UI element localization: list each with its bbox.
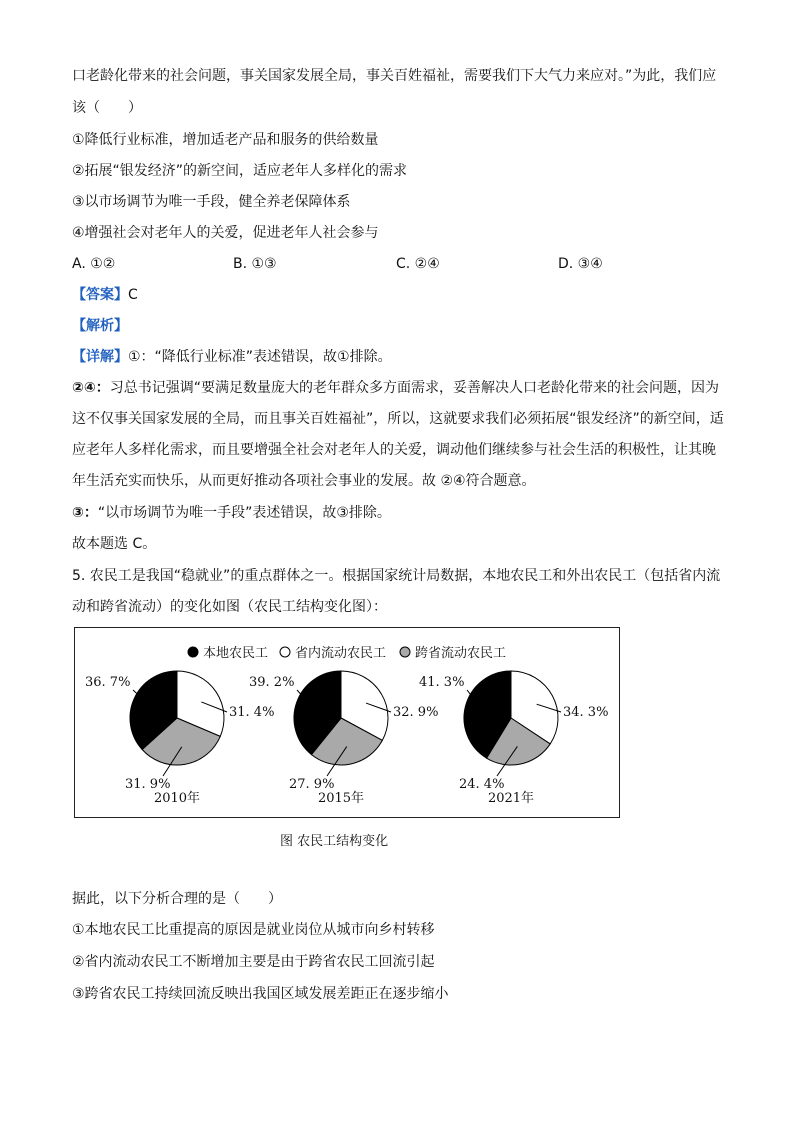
answer-label: 【答案】 xyxy=(72,287,128,303)
pie-2021年-label-local: 41. 3% xyxy=(419,675,465,690)
legend-marker-local xyxy=(188,647,198,657)
legend-label-inter-province: 跨省流动农民工 xyxy=(415,646,507,661)
q4-detail-p2-line4: 年生活充实而快乐，从而更好推动各项社会事业的发展。故 ②④符合题意。 xyxy=(72,473,536,489)
q4-option-a: A. ①② xyxy=(72,256,116,272)
q4-item-2: ②拓展“银发经济”的新空间，适应老年人多样化的需求 xyxy=(72,163,408,179)
q4-option-d: D. ③④ xyxy=(558,256,603,272)
detail-p3-label: ③： xyxy=(72,505,98,521)
q4-item-3: ③以市场调节为唯一手段，健全养老保障体系 xyxy=(72,194,351,210)
q4-stem-line1: 口老龄化带来的社会问题，事关国家发展全局，事关百姓福祉，需要我们下大气力来应对。”为此，我们应 xyxy=(72,68,717,84)
detail-text-1: ①：“降低行业标准”表述错误，故①排除。 xyxy=(128,349,392,365)
pie-2010年-label-intra-province: 31. 4% xyxy=(229,705,275,720)
figure-caption: 图 农民工结构变化 xyxy=(280,834,389,849)
q4-detail-p2-line1 xyxy=(72,378,719,398)
pie-year-label-1: 2015年 xyxy=(317,791,365,806)
legend-marker-inter-province xyxy=(400,647,410,657)
q5-item-1: ①本地农民工比重提高的原因是就业岗位从城市向乡村转移 xyxy=(72,922,435,938)
q4-detail-line1 xyxy=(72,347,392,367)
pie-2021年-label-inter-province: 24. 4% xyxy=(459,777,505,792)
pie-2021年-label-intra-province: 34. 3% xyxy=(563,705,609,720)
pie-2015年-label-inter-province: 27. 9% xyxy=(289,777,335,792)
q4-stem-line2: 该（ ） xyxy=(72,100,142,116)
q4-detail-p2-line2: 这不仅事关国家发展的全局，而且事关百姓福祉”，所以，这就要求我们必须拓展“银发经济”的新空间，适 xyxy=(72,411,724,427)
q5-stem-line1: 5. 农民工是我国“稳就业”的重点群体之一。根据国家统计局数据，本地农民工和外出农民工（包括省内流 xyxy=(72,568,721,584)
q5-prompt: 据此，以下分析合理的是（ ） xyxy=(72,891,282,907)
q4-item-1: ①降低行业标准，增加适老产品和服务的供给数量 xyxy=(72,132,379,148)
pie-2010年-label-inter-province: 31. 9% xyxy=(125,777,171,792)
q4-conclusion: 故本题选 C。 xyxy=(72,536,157,552)
q5-item-2: ②省内流动农民工不断增加主要是由于跨省农民工回流引起 xyxy=(72,954,435,970)
pie-2015年-label-intra-province: 32. 9% xyxy=(393,705,439,720)
detail-p2-text-1: 习总书记强调“要满足数量庞大的老年群众多方面需求，妥善解决人口老龄化带来的社会问题，因为 xyxy=(109,380,719,396)
q4-detail-p2-line3: 应老年人多样化需求，而且要增强全社会对老年人的关爱，调动他们继续参与社会生活的积极性，让其晚 xyxy=(72,442,716,458)
q4-option-c: C. ②④ xyxy=(396,256,440,272)
q5-stem-line2: 动和跨省流动）的变化如图（农民工结构变化图）： xyxy=(72,599,387,615)
pie-chart-svg xyxy=(75,628,621,819)
legend-marker-intra-province xyxy=(280,647,290,657)
pie-2010年-label-local: 36. 7% xyxy=(85,675,131,690)
pie-2015年-label-local: 39. 2% xyxy=(249,675,295,690)
q4-analysis xyxy=(72,316,128,336)
pie-chart-figure xyxy=(74,627,620,818)
detail-label: 【详解】 xyxy=(72,349,128,365)
analysis-label: 【解析】 xyxy=(72,318,128,334)
detail-p3-text: “以市场调节为唯一手段”表述错误，故③排除。 xyxy=(97,505,391,521)
pie-year-label-2: 2021年 xyxy=(487,791,535,806)
pie-year-label-0: 2010年 xyxy=(153,791,201,806)
q4-detail-p3 xyxy=(72,503,391,523)
legend-label-intra-province: 省内流动农民工 xyxy=(295,646,387,661)
q4-option-b: B. ①③ xyxy=(233,256,277,272)
q5-item-3: ③跨省农民工持续回流反映出我国区域发展差距正在逐步缩小 xyxy=(72,986,449,1002)
answer-value: C xyxy=(128,287,138,303)
detail-p2-label: ②④： xyxy=(72,380,110,396)
q4-answer xyxy=(72,285,138,305)
legend-label-local: 本地农民工 xyxy=(203,646,269,661)
q4-item-4: ④增强社会对老年人的关爱，促进老年人社会参与 xyxy=(72,225,379,241)
pies-group xyxy=(85,671,608,806)
